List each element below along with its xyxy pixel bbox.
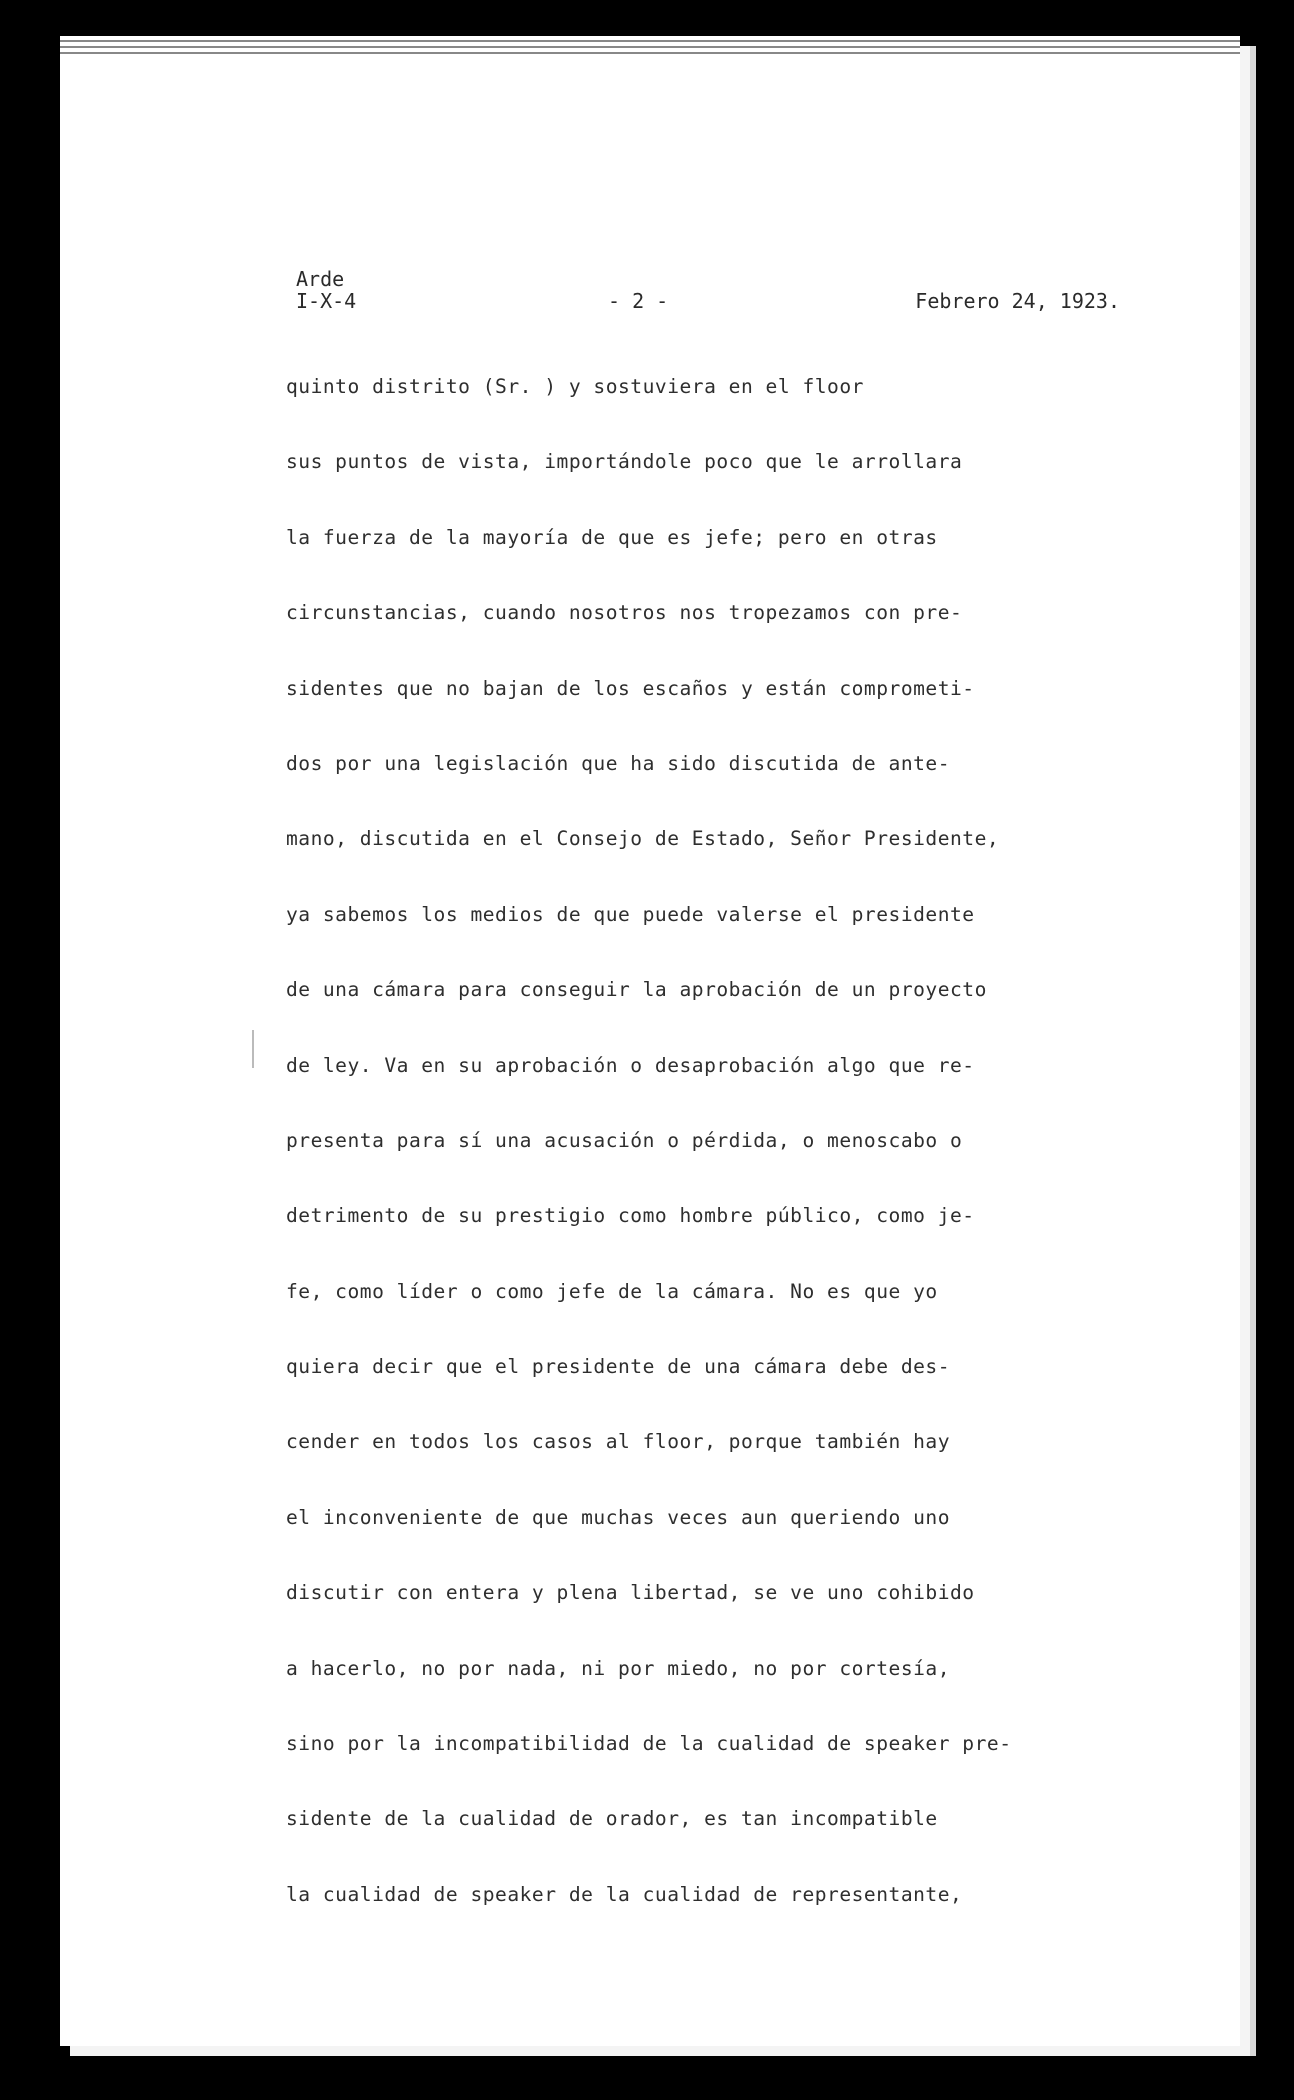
text-line: la fuerza de la mayoría de que es jefe; pero en otras [286, 525, 938, 549]
page-stack-edge [60, 36, 1240, 64]
text-line: presenta para sí una acusación o pérdida, o menoscabo o [286, 1128, 963, 1152]
text-line: quiera decir que el presidente de una cámara debe des- [286, 1355, 951, 1379]
document-date: Febrero 24, 1923. [915, 289, 1120, 313]
text-line: sidentes que no bajan de los escaños y están comprometi- [286, 676, 975, 700]
text-line: el inconveniente de que muchas veces aun queriendo uno [286, 1505, 951, 1529]
text-line: ya sabemos los medios de que puede valerse el presidente [286, 902, 975, 926]
page-header [296, 268, 1120, 320]
text-line: cender en todos los casos al floor, porque también hay [286, 1430, 951, 1454]
text-line: dos por una legislación que ha sido discutida de ante- [286, 751, 951, 775]
text-line: sino por la incompatibilidad de la cualidad de speaker pre- [286, 1732, 1012, 1756]
text-line: discutir con entera y plena libertad, se ve uno cohibido [286, 1581, 975, 1605]
text-line: sus puntos de vista, importándole poco que le arrollara [286, 450, 963, 474]
text-line: sidente de la cualidad de orador, es tan incompatible [286, 1807, 938, 1831]
reference-line-1: Arde [296, 267, 345, 291]
text-line: a hacerlo, no por nada, ni por miedo, no por cortesía, [286, 1656, 951, 1680]
text-line: mano, discutida en el Consejo de Estado, Señor Presidente, [286, 827, 1000, 851]
typewritten-body [286, 372, 1134, 1955]
reference-line-2: I-X-4 [296, 289, 357, 313]
text-line: quinto distrito (Sr. ) y sostuviera en el floor [286, 375, 864, 398]
page-number: - 2 - [608, 289, 669, 313]
text-line: de ley. Va en su aprobación o desaprobación algo que re- [286, 1053, 975, 1077]
reference-code [296, 268, 356, 312]
text-line: detrimento de su prestigio como hombre público, como je- [286, 1204, 975, 1228]
text-line: circunstancias, cuando nosotros nos tropezamos con pre- [286, 601, 963, 625]
text-line: de una cámara para conseguir la aprobación de un proyecto [286, 978, 987, 1002]
margin-mark [252, 1030, 254, 1068]
text-line: la cualidad de speaker de la cualidad de representante, [286, 1882, 963, 1906]
text-line: fe, como líder o como jefe de la cámara. No es que yo [286, 1279, 938, 1303]
